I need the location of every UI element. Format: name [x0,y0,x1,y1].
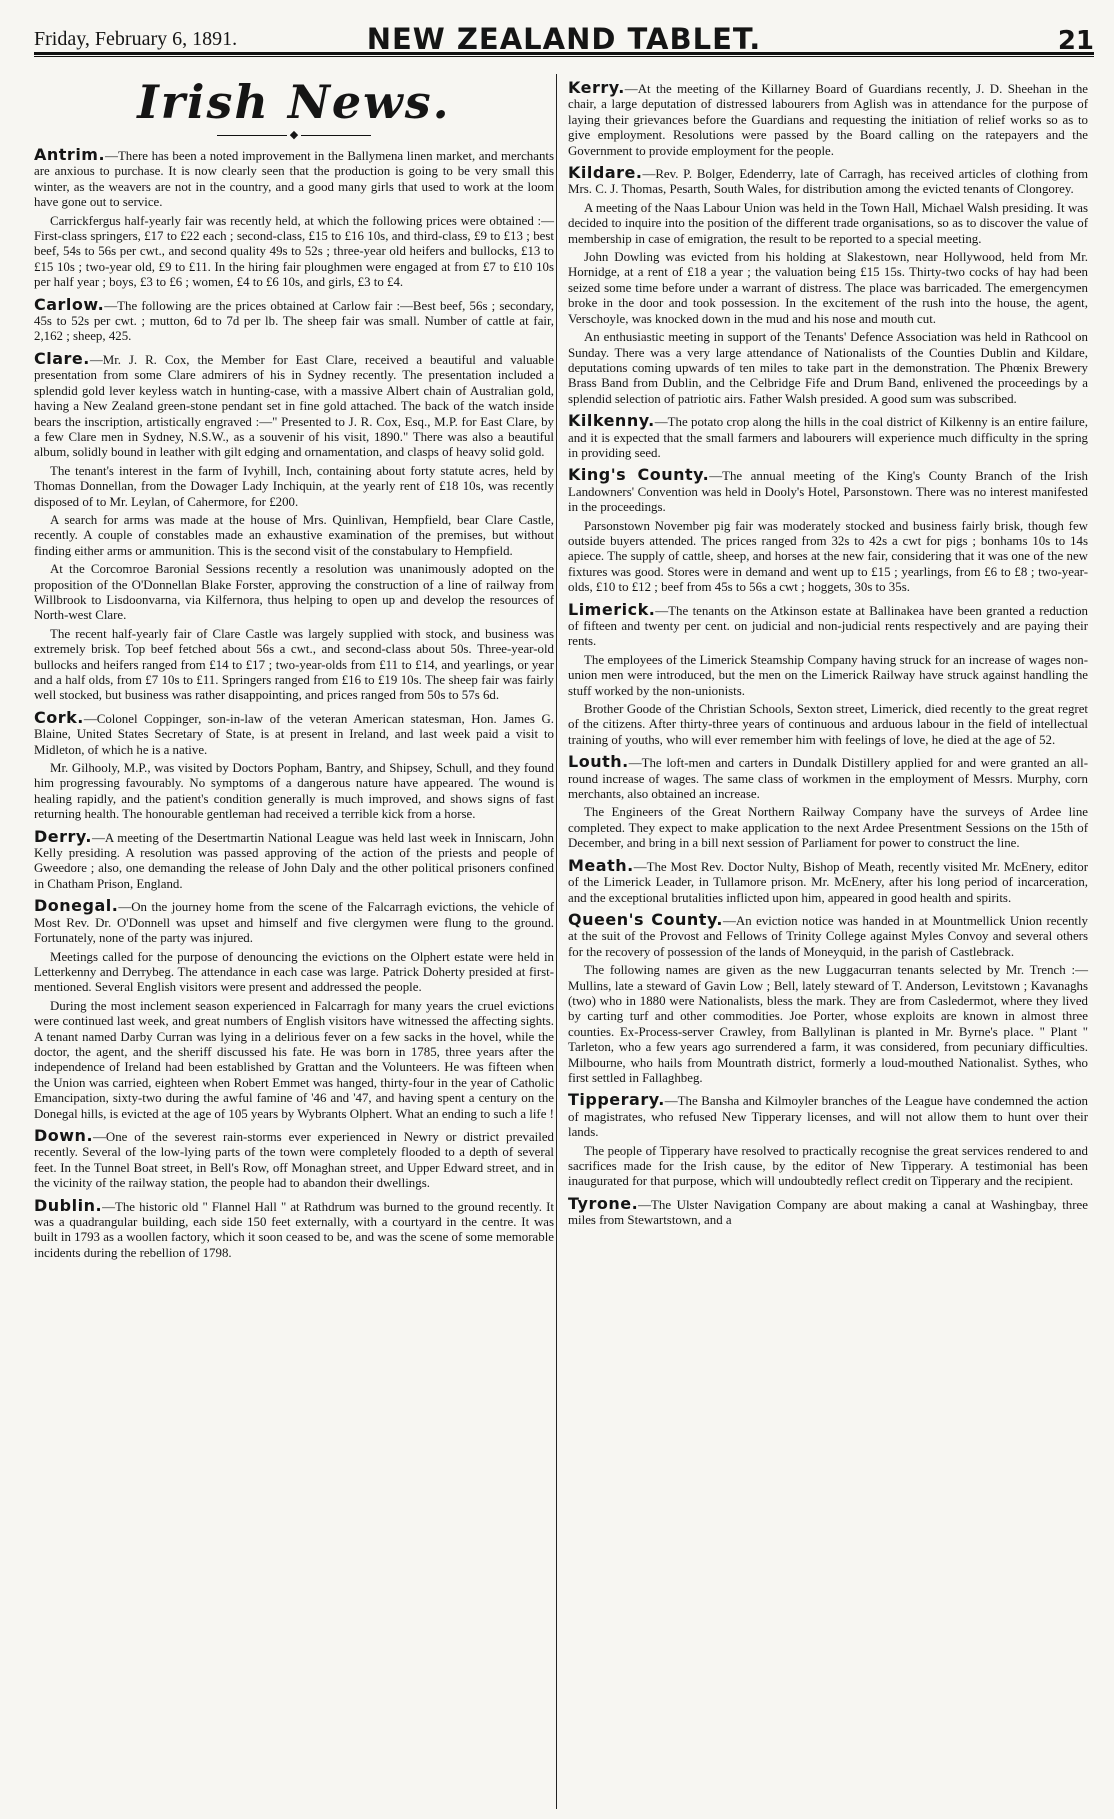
place-name: Tyrone. [568,1193,639,1213]
newspaper-title: NEW ZEALAND TABLET. [366,22,762,56]
place-name: Dublin. [34,1195,103,1215]
paragraph: The employees of the Limerick Steamship Company having struck for an increase of wages non-union men were introduced, but the men on the Limerick Railway have struck against handling the stuff worked by the non-unionists. [568,652,1088,698]
paragraph-text: —Rev. P. Bolger, Edenderry, late of Carragh, has received articles of clothing from Mrs. C. J. Thomas, Pesarth, South Wales, for distribution among the evicted tenants of Clongorey. [568,167,1088,197]
paragraph-text: —Mr. J. R. Cox, the Member for East Clare, received a beautiful and valuable presentation from some Clare admirers of his in Sydney recently. The presentation included a splendid gold lever keyless watch in hunting-case, with a massive Albert chain of Australian gold, having a New Zealand green-stone pendant set in fine gold attached. The back of the watch inside bears the inscription, artistically engraved :—" Presented to J. R. Cox, Esq., M.P. for East Clare, by a few Clare men in Sydney, N.S.W., as a souvenir of his visit, 1890." There was also a beautiful album, solidly bound in leather with gilt edging and ornamentation, and clasps of heavy solid gold. [34,352,554,460]
place-name: Louth. [568,752,629,772]
news-item-clare [34,348,554,461]
heading-ornament: ◆ [34,130,554,141]
paragraph: The people of Tipperary have resolved to practically recognise the great services rendered to and sacrifices made for the Irish cause, by the editor of New Tipperary. A testimonial has been inaugurated for that purpose, which will undoubtedly reflect credit on Tipperary and the recipient. [568,1143,1088,1189]
section-heading: Irish News. [137,75,451,129]
paragraph: Parsonstown November pig fair was moderately stocked and business fairly brisk, though few outside buyers attended. The prices ranged from 32s to 42s a cwt for pigs ; bonhams 10s to 14s apiece. The supply of cattle, sheep, and horses at the new fair, considering that it was one of the new fixtures was good. Stores were in demand and went up to £15 ; yearlings, from £6 to £8 ; two-year-olds, £10 to £12 ; beef from 45s to 56s a cwt ; hoggets, 30s to 35s. [568,518,1088,595]
right-column [568,74,1088,1232]
paragraph-text: —A meeting of the Desertmartin National League was held last week in Inniscarn, John Kelly presiding. A resolution was passed approving of the action of the priests and people of Gweedore ; also, one demanding the release of John Daly and the other political prisoners confined in Chatham Prison, England. [34,830,554,891]
paragraph: At the Corcomroe Baronial Sessions recently a resolution was unanimously adopted on the proposition of the O'Donnellan Blake Forster, approving the construction of a line of railway from Willbrook to Lisdoonvarna, via Kilfernora, thus helping to open up and develop the resources of North-west Clare. [34,562,554,623]
paragraph: A search for arms was made at the house of Mrs. Quinlivan, Hempfield, bear Clare Castle, recently. A couple of constables made an exhaustive examination of the premises, but without finding either arms or ammunition. This is the second visit of the constabulary to Hempfield. [34,512,554,558]
paragraph: A meeting of the Naas Labour Union was held in the Town Hall, Michael Walsh presiding. It was decided to inquire into the position of the different trade organisations, so as to discover the value of membership in case of emigration, the result to be reported to a special meeting. [568,200,1088,246]
place-name: Tipperary. [568,1090,665,1110]
place-name: Limerick. [568,599,656,619]
place-name: Cork. [34,707,84,727]
place-name: Clare. [34,348,90,368]
news-item-antrim [34,147,554,211]
paragraph-text: —The loft-men and carters in Dundalk Distillery applied for and were granted an all-round increase of wages. The same class of workmen in the employment of Messrs. Murphy, corn merchants, also obtained an increase. [568,756,1088,802]
news-item-kilkenny [568,413,1088,461]
paragraph: Meetings called for the purpose of denouncing the evictions on the Olphert estate were held in Letterkenny and Derrybeg. The attendance in each case was large. Patrick Doherty presided at first-mentioned. Several English visitors were present and addressed the people. [34,949,554,995]
news-item-king-s-county [568,467,1088,515]
news-item-kildare [568,165,1088,198]
paragraph-text: —The potato crop along the hills in the coal district of Kilkenny is an entire failure, and it is expected that the small farmers and labourers will experience much difficulty in the spring in providing seed. [568,415,1088,460]
place-name: Meath. [568,855,634,875]
issue-date: Friday, February 6, 1891. [34,28,238,50]
paragraph-text: —The annual meeting of the King's County Branch of the Irish Landowners' Convention was held in Dooly's Hotel, Parsonstown. There was no interest manifested in the proceedings. [568,469,1089,515]
paragraph-text: —One of the severest rain-storms ever experienced in Newry or district prevailed recently. Several of the low-lying parts of the town were completely flooded to a depth of several feet. In the Tunnel Boat street, in Bell's Row, off Monaghan street, and Upper Edward street, and in the vicinity of the railway station, the people had to abandon their dwellings. [34,1129,554,1191]
news-item-limerick [568,599,1088,650]
news-item-tipperary [568,1092,1088,1140]
column-divider [556,74,557,1809]
place-name: Donegal. [34,896,119,916]
paragraph-text: —An eviction notice was handed in at Mountmellick Union recently at the suit of the Provost and Fellows of Trinity College against Myles Convoy and several others for the recovery of possession of the lands of Moneyquid, in the parish of Castlebrack. [568,913,1089,959]
news-item-queen-s-county [568,909,1089,960]
paragraph-text: —On the journey home from the scene of the Falcarragh evictions, the vehicle of Most Rev. Dr. O'Donnell was upset and himself and five clergymen were flung to the ground. Fortunately, none of the party was injured. [34,900,554,946]
page-number: 21 [1057,26,1094,56]
news-item-down [34,1125,554,1192]
paragraph-text: —The following are the prices obtained at Carlow fair :—Best beef, 56s ; secondary, 45s to 52s per cwt. ; mutton, 6d to 7d per lb. The sheep fair was small. Number of cattle at fair, 2,162 ; sheep, 425. [34,298,554,344]
place-name: Kilkenny. [568,411,655,431]
news-item-dublin [34,1195,554,1262]
paragraph: Carrickfergus half-yearly fair was recently held, at which the following prices were obtained :—First-class springers, £17 to £22 each ; second-class, £15 to £16 10s, and third-class, £9 to £13 ; best beef, 54s to 56s per cwt., and second quality 49s to 52s ; three-year old heifers and bullocks, £13 to £15 10s ; two-year old, £9 to £11. In the hiring fair ploughmen were engaged at from £7 to £10 10s per half year ; boys, £3 to £6 ; women, £4 to £6 10s, and girls, £3 to £4. [34,213,554,290]
news-item-cork [34,707,554,758]
paragraph: An enthusiastic meeting in support of the Tenants' Defence Association was held in Rathcool on Sunday. There was a very large attendance of Nationalists of the Counties Dublin and Kildare, deputations coming upwards of ten miles to take part in the demonstration. The Phœnix Brewery Brass Band from Dublin, and the Celbridge Fife and Drum Band, enlivened the proceedings by a splendid selection of patriotic airs. Father Walsh presided. A good sum was subscribed. [568,330,1088,406]
paragraph-text: —The historic old " Flannel Hall " at Rathdrum was burned to the ground recently. It was a quadrangular building, each side 150 feet externally, with a courtyard in the centre. It was built in 1793 as a woollen factory, which it soon ceased to be, and was the scene of some memorable incidents during the rebellion of 1798. [34,1199,554,1260]
place-name: Queen's County. [568,909,723,929]
paragraph: The Engineers of the Great Northern Railway Company have the surveys of Ardee line completed. They expect to make application to the next Ardee Presentment Sessions on the 15th of December, and bring in a bill next session of Parliament for power to construct the line. [568,805,1088,851]
paragraph: John Dowling was evicted from his holding at Slakestown, near Hollywood, held from Mr. Hornidge, at a rent of £18 a year ; the valuation being £15 15s. Thirty-two cocks of hay had been seized some time before under a warrant of distress. The place was barricaded. The emergencymen broke in the door and took possession. In the excitement of the rush into the house, the agent, Verschoyle, was knocked down in the mud and his nose and mouth cut. [568,250,1088,326]
place-name: Antrim. [34,145,106,164]
news-item-derry [34,826,554,893]
paragraph: The recent half-yearly fair of Clare Castle was largely supplied with stock, and business was extremely brisk. Top beef fetched about 56s a cwt., and second-class about 50s. Three-year-old bullocks and heifers ranged from £14 to £17 ; two-year-olds from £11 to £14, and yearlings, or year and a half olds, from £7 10s to £11. Springers ranged from £16 to £19 10s. The sheep fair was fairly well stocked, but business was rather disappointing, and prices ranged from 50s to 57s 6d. [34,626,554,703]
paragraph: The following names are given as the new Luggacurran tenants selected by Mr. Trench :—Mullins, late a steward of Gavin Low ; Bell, lately steward of T. Anderson, Levitstown ; Kavanaghs (two) who in 1880 were Nationalists, bless the mark. They are from Casledermot, where they lived by carting turf and other commodities. Joe Porter, whose exploits are known in almost three counties. Ex-Process-server Crawley, from Ballylinan is planted in Mr. Byrne's place. " Plant " Tarleton, who a few years ago surrendered a farm, it was considered, from pecuniary difficulties. Milbourne, who hails from Mountrath district, formerly a loud-mouthed Nationalist. Sythes, who first settled in Fallaghbeg. [568,963,1088,1085]
left-column [34,74,554,1264]
paragraph-text: —The Bansha and Kilmoyler branches of the League have condemned the action of magistrates, who refused New Tipperary licenses, and will not allow them to hunt over their lands. [568,1094,1088,1140]
place-name: Carlow. [34,294,105,314]
place-name: Down. [34,1125,94,1145]
masthead-rule [34,56,1094,57]
place-name: Kerry. [568,78,625,97]
news-item-kerry [568,80,1088,159]
masthead [34,14,1094,55]
paragraph-text: —The tenants on the Atkinson estate at Ballinakea have been granted a reduction of fifteen and twenty per cent. on judicial and non-judicial rents respectively and are paying their rents. [568,603,1088,649]
paragraph-text: —The Most Rev. Doctor Nulty, Bishop of Meath, recently visited Mr. McEnery, editor of the Limerick Leader, in Tullamore prison. Mr. McEnery, after his long period of incarceration, and the exceptional brutalities inflicted upon him, appeared in good health and spirits. [568,859,1088,905]
paragraph: Brother Goode of the Christian Schools, Sexton street, Limerick, died recently to the great regret of the citizens. After thirty-three years of continuous and arduous labour in the field of intellectual training of youths, who will ever remember him with feelings of love, he died at the age of 52. [568,702,1088,747]
paragraph: During the most inclement season experienced in Falcarragh for many years the cruel evictions were continued last week, and great numbers of English visitors have witnessed the affecting sights. A tenant named Darby Curran was lying in a delirious fever on a few sacks in the hovel, while the doctor, the agent, and the sheriff discussed his fate. He was born in 1785, three years after the independence of Ireland had been established by Grattan and the Volunteers. He was fifteen when the Union was carried, eighteen when Robert Emmet was hanged, thirty-four in the year of Catholic Emancipation, sixty-two during the awful famine of '46 and '47, and having spent a century on the Donegal hills, is evicted at the age of 105 years by Wybrants Olphert. What an ending to such a life ! [34,998,554,1121]
place-name: King's County. [568,465,710,485]
paragraph-text: —Colonel Coppinger, son-in-law of the veteran American statesman, Hon. James G. Blaine, United States Secretary of State, is at present in Ireland, and last week paid a visit to Midleton, of which he is a native. [34,711,554,757]
news-item-meath [568,855,1088,906]
news-item-louth [568,754,1088,802]
paragraph-text: —The Ulster Navigation Company are about making a canal at Washingbay, three miles from Stewartstown, and a [568,1197,1088,1228]
paragraph: Mr. Gilhooly, M.P., was visited by Doctors Popham, Bantry, and Shipsey, Schull, and they found him progressing favourably. No symptoms of a dangerous nature have appeared. The wound is healing rapidly, and the patient's condition generally is much improved, and shows signs of fast returning health. The honourable gentleman had received a terrible kick from a horse. [34,761,554,822]
news-item-carlow [34,294,554,345]
news-item-tyrone [568,1193,1088,1229]
place-name: Derry. [34,826,92,846]
paragraph-text: —There has been a noted improvement in the Ballymena linen market, and merchants are anxious to purchase. It is now clearly seen that the production is going to be very small this winter, as the weavers are not in the country, and a good many girls that used to work at the loom have gone out to service. [34,149,554,210]
paragraph: The tenant's interest in the farm of Ivyhill, Inch, containing about forty statute acres, held by Thomas Donnellan, from the Dowager Lady Inchiquin, at the yearly rent of £18 10s, was recently disposed of to Mr. Leylan, of Cahermore, for £200. [34,463,554,509]
place-name: Kildare. [568,163,643,183]
news-item-donegal [34,898,554,946]
paragraph-text: —At the meeting of the Killarney Board of Guardians recently, J. D. Sheehan in the chair, a large deputation of distressed labourers from Aglish was in attendance for the purpose of laying their grievances before the Guardians and requesting the initiation of relief works so as to give employment. Resolutions were passed by the Board calling on the ratepayers and the Government to provide employment for the people. [568,82,1088,158]
